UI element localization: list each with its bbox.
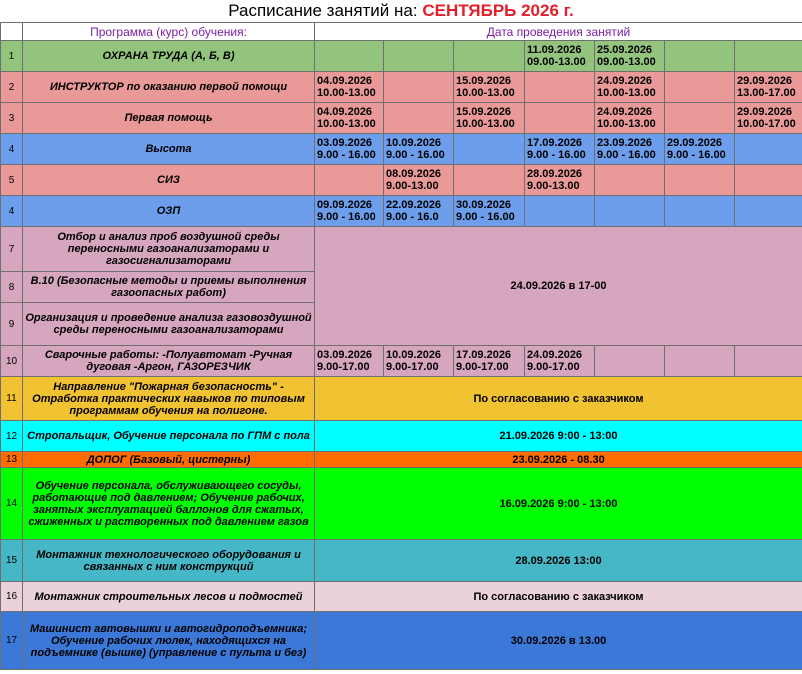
date-line: 23.09.2026 9.00 - 16.00 [597, 137, 656, 161]
table-row [1, 134, 802, 165]
date-cell [595, 134, 665, 165]
program-name: Обучение персонала, обслуживающего сосуды, работающие под давлением; Обучение рабочих, занятых эксплуатацией баллонов для сжатых, сжиженных и растворенных под давлением газов [23, 468, 315, 540]
date-cell [525, 72, 595, 103]
row-number: 14 [1, 468, 23, 540]
date-line: 08.09.2026 9.00-13.00 [386, 168, 442, 192]
date-cell [735, 103, 802, 134]
program-name: Отбор и анализ проб воздушной среды переносными газоанализаторами и газосигнализаторами [23, 227, 315, 272]
date-cell [454, 72, 525, 103]
date-cell [595, 72, 665, 103]
row-number: 5 [1, 165, 23, 196]
program-name: Стропальщик, Обучение персонала по ГПМ с пола [23, 421, 315, 452]
table-row [1, 165, 802, 196]
date-cell [735, 196, 802, 227]
table-row [1, 72, 802, 103]
date-cell [315, 72, 384, 103]
date-cell [735, 134, 802, 165]
date-line: 10.09.2026 9.00-17.00 [386, 349, 442, 373]
header-dates: Дата проведения занятий [315, 23, 802, 41]
merged-date-cell: По согласованию с заказчиком [315, 377, 802, 421]
table-row [1, 612, 802, 670]
row-number: 2 [1, 72, 23, 103]
date-cell [315, 134, 384, 165]
date-cell [735, 346, 802, 377]
program-name: ИНСТРУКТОР по оказанию первой помощи [23, 72, 315, 103]
program-name: Организация и проведение анализа газовоздушной среды переносными газоанализаторами [23, 303, 315, 346]
date-line: 11.09.2026 09.00-13.00 [527, 44, 586, 68]
date-cell [525, 103, 595, 134]
date-line: 30.09.2026 9.00 - 16.00 [456, 199, 515, 223]
date-line: 24.09.2026 9.00-17.00 [527, 349, 583, 373]
date-cell [315, 103, 384, 134]
date-cell [454, 165, 525, 196]
date-line: 09.09.2026 9.00 - 16.00 [317, 199, 376, 223]
date-cell [595, 196, 665, 227]
date-line: 24.09.2026 10.00-13.00 [597, 106, 656, 130]
date-cell [665, 103, 735, 134]
date-line: 04.09.2026 10.00-13.00 [317, 75, 376, 99]
table-row [1, 377, 802, 421]
row-number: 15 [1, 540, 23, 582]
row-number: 4 [1, 196, 23, 227]
merged-date-cell: 24.09.2026 в 17-00 [315, 227, 802, 346]
date-cell [384, 103, 454, 134]
row-number: 4 [1, 134, 23, 165]
row-number: 7 [1, 227, 23, 272]
row-number: 11 [1, 377, 23, 421]
date-cell [384, 196, 454, 227]
date-cell [454, 346, 525, 377]
merged-date-cell: 30.09.2026 в 13.00 [315, 612, 802, 670]
table-row [1, 540, 802, 582]
table-row [1, 103, 802, 134]
date-cell [665, 72, 735, 103]
row-number: 1 [1, 41, 23, 72]
date-line: 15.09.2026 10.00-13.00 [456, 106, 515, 130]
date-line: 17.09.2026 9.00-17.00 [456, 349, 512, 373]
date-cell [315, 165, 384, 196]
table-row [1, 196, 802, 227]
row-number: 17 [1, 612, 23, 670]
table-row [1, 421, 802, 452]
header-program: Программа (курс) обучения: [23, 23, 315, 41]
table-row [1, 452, 802, 468]
date-cell [384, 346, 454, 377]
merged-date-cell: 21.09.2026 9:00 - 13:00 [315, 421, 802, 452]
table-row [1, 582, 802, 612]
program-name: ОХРАНА ТРУДА (А, Б, В) [23, 41, 315, 72]
program-name: В.10 (Безопасные методы и приемы выполнения газоопасных работ) [23, 272, 315, 303]
date-line: 10.09.2026 9.00 - 16.00 [386, 137, 445, 161]
date-cell [454, 103, 525, 134]
program-name: Монтажник технологического оборудования и связанных с ним конструкций [23, 540, 315, 582]
date-cell [525, 41, 595, 72]
date-cell [735, 72, 802, 103]
date-line: 28.09.2026 9.00-13.00 [527, 168, 583, 192]
date-line: 17.09.2026 9.00 - 16.00 [527, 137, 586, 161]
schedule-table [0, 22, 802, 670]
table-row [1, 468, 802, 540]
row-number: 12 [1, 421, 23, 452]
program-name: Монтажник строительных лесов и подмостей [23, 582, 315, 612]
row-number: 10 [1, 346, 23, 377]
date-cell [384, 134, 454, 165]
date-line: 29.09.2026 13.00-17.00 [737, 75, 796, 99]
date-cell [595, 41, 665, 72]
date-cell [735, 165, 802, 196]
program-name: Направление "Пожарная безопасность" - Отработка практических навыков по типовым программам обучения на полигоне. [23, 377, 315, 421]
program-name: Сварочные работы: -Полуавтомат -Ручная дуговая -Аргон, ГАЗОРЕЗЧИК [23, 346, 315, 377]
title-month: СЕНТЯБРЬ 2026 г. [422, 1, 574, 20]
table-row [1, 346, 802, 377]
date-cell [665, 134, 735, 165]
row-number: 9 [1, 303, 23, 346]
date-cell [525, 165, 595, 196]
date-line: 03.09.2026 9.00 - 16.00 [317, 137, 376, 161]
row-number: 13 [1, 452, 23, 468]
merged-date-cell: 16.09.2026 9:00 - 13:00 [315, 468, 802, 540]
program-name: Машинист автовышки и автогидроподъемника; Обучение рабочих люлек, находящихся на подъемнике (вышке) (управление с пульта и без) [23, 612, 315, 670]
date-line: 03.09.2026 9.00-17.00 [317, 349, 373, 373]
date-cell [315, 196, 384, 227]
date-cell [454, 134, 525, 165]
program-name: СИЗ [23, 165, 315, 196]
date-cell [315, 41, 384, 72]
title-prefix: Расписание занятий на: [228, 1, 418, 20]
date-cell [665, 41, 735, 72]
date-cell [454, 196, 525, 227]
date-cell [665, 346, 735, 377]
table-row [1, 227, 802, 272]
date-cell [384, 165, 454, 196]
date-cell [454, 41, 525, 72]
page-title [0, 0, 802, 22]
date-line: 25.09.2026 09.00-13.00 [597, 44, 656, 68]
program-name: Высота [23, 134, 315, 165]
row-number: 8 [1, 272, 23, 303]
program-name: Первая помощь [23, 103, 315, 134]
row-number: 16 [1, 582, 23, 612]
merged-date-cell: По согласованию с заказчиком [315, 582, 802, 612]
date-cell [665, 196, 735, 227]
date-cell [595, 346, 665, 377]
program-name: ДОПОГ (Базовый, цистерны) [23, 452, 315, 468]
date-cell [384, 72, 454, 103]
date-line: 04.09.2026 10.00-13.00 [317, 106, 376, 130]
date-cell [525, 134, 595, 165]
merged-date-cell: 28.09.2026 13:00 [315, 540, 802, 582]
date-cell [384, 41, 454, 72]
date-line: 29.09.2026 9.00 - 16.00 [667, 137, 726, 161]
date-cell [735, 41, 802, 72]
header-row [1, 23, 802, 41]
row-number: 3 [1, 103, 23, 134]
date-cell [595, 165, 665, 196]
table-row [1, 41, 802, 72]
date-line: 24.09.2026 10.00-13.00 [597, 75, 656, 99]
header-num [1, 23, 23, 41]
date-cell [525, 346, 595, 377]
date-cell [665, 165, 735, 196]
program-name: ОЗП [23, 196, 315, 227]
date-cell [315, 346, 384, 377]
date-line: 15.09.2026 10.00-13.00 [456, 75, 515, 99]
date-line: 22.09.2026 9.00 - 16.0 [386, 199, 442, 223]
merged-date-cell: 23.09.2026 - 08.30 [315, 452, 802, 468]
date-line: 29.09.2026 10.00-17.00 [737, 106, 796, 130]
date-cell [595, 103, 665, 134]
date-cell [525, 196, 595, 227]
